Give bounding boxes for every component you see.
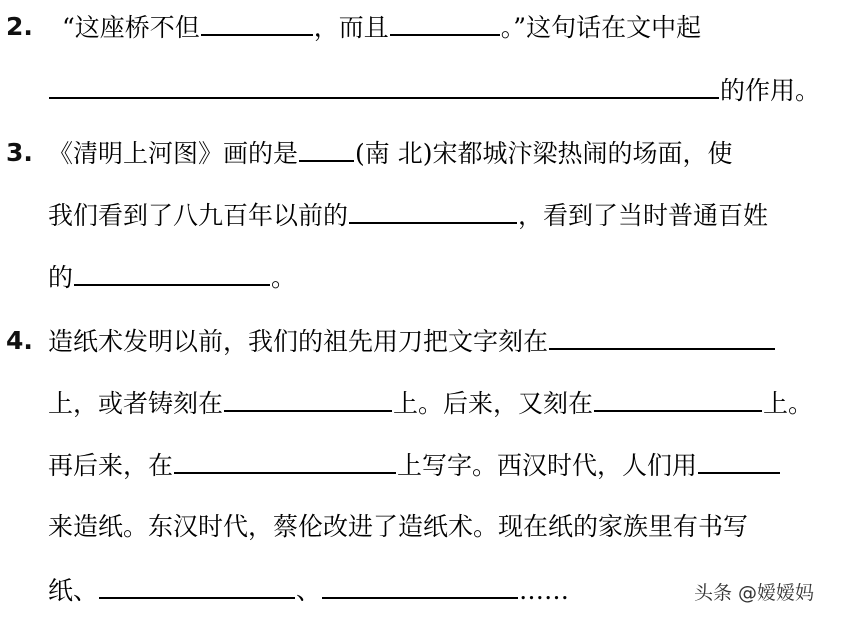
q4-text-3a: 再后来，在 bbox=[48, 451, 174, 480]
answer-blank[interactable] bbox=[174, 450, 396, 474]
q4-line-4 bbox=[48, 512, 748, 542]
q3-text-2a: 我们看到了八九百年以前的 bbox=[48, 201, 349, 230]
q4-text-3b: 上写字。西汉时代，人们用 bbox=[397, 451, 698, 480]
q4-text-5c: …… bbox=[519, 576, 570, 605]
q4-text-1a: 造纸术发明以前，我们的祖先用刀把文字刻在 bbox=[48, 327, 549, 356]
answer-blank[interactable] bbox=[549, 326, 775, 350]
question-number-3: 3. bbox=[6, 138, 33, 167]
q4-line-3 bbox=[48, 450, 781, 481]
q4-text-4a: 来造纸。东汉时代，蔡伦改进了造纸术。现在纸的家族里有书写 bbox=[48, 512, 749, 541]
answer-blank[interactable] bbox=[349, 200, 517, 224]
question-number-2: 2. bbox=[6, 12, 33, 41]
answer-blank[interactable] bbox=[74, 262, 270, 286]
answer-blank[interactable] bbox=[322, 575, 518, 599]
q4-text-2c: 上。 bbox=[763, 389, 814, 418]
q2-text-2b: 的作用。 bbox=[720, 76, 821, 105]
answer-blank[interactable] bbox=[49, 75, 719, 99]
answer-blank[interactable] bbox=[390, 12, 500, 36]
q3-text-1a: 《清明上河图》画的是 bbox=[48, 139, 299, 168]
q4-line-1 bbox=[48, 326, 776, 357]
q4-text-2b: 上。后来，又刻在 bbox=[393, 389, 594, 418]
q3-text-3b: 。 bbox=[271, 263, 297, 292]
q4-line-2 bbox=[48, 388, 813, 419]
answer-blank[interactable] bbox=[698, 450, 780, 474]
q3-text-1b: (南 北)宋都城汴梁热闹的场面，使 bbox=[355, 139, 733, 168]
q2-line-2 bbox=[48, 75, 820, 106]
q2-text-1a: “这座桥不但 bbox=[62, 13, 200, 42]
q2-text-1c: 。”这句话在文中起 bbox=[500, 13, 702, 42]
q3-text-2b: ，看到了当时普通百姓 bbox=[518, 201, 769, 230]
q3-line-3 bbox=[48, 262, 296, 293]
answer-blank[interactable] bbox=[99, 575, 295, 599]
answer-blank[interactable] bbox=[594, 388, 762, 412]
answer-blank[interactable] bbox=[299, 138, 354, 162]
q3-text-3a: 的 bbox=[48, 263, 74, 292]
q4-text-5a: 纸、 bbox=[48, 576, 99, 605]
watermark: 头条 @嫒嫒妈 bbox=[694, 582, 815, 604]
question-number-4: 4. bbox=[6, 326, 33, 355]
q3-line-1 bbox=[48, 138, 732, 169]
q2-text-1b: ，而且 bbox=[313, 13, 389, 42]
q4-line-5 bbox=[48, 575, 569, 606]
q4-text-5b: 、 bbox=[296, 576, 322, 605]
q2-line-1 bbox=[62, 12, 701, 43]
q3-line-2 bbox=[48, 200, 768, 231]
answer-blank[interactable] bbox=[201, 12, 313, 36]
q4-text-2a: 上，或者铸刻在 bbox=[48, 389, 224, 418]
answer-blank[interactable] bbox=[224, 388, 392, 412]
